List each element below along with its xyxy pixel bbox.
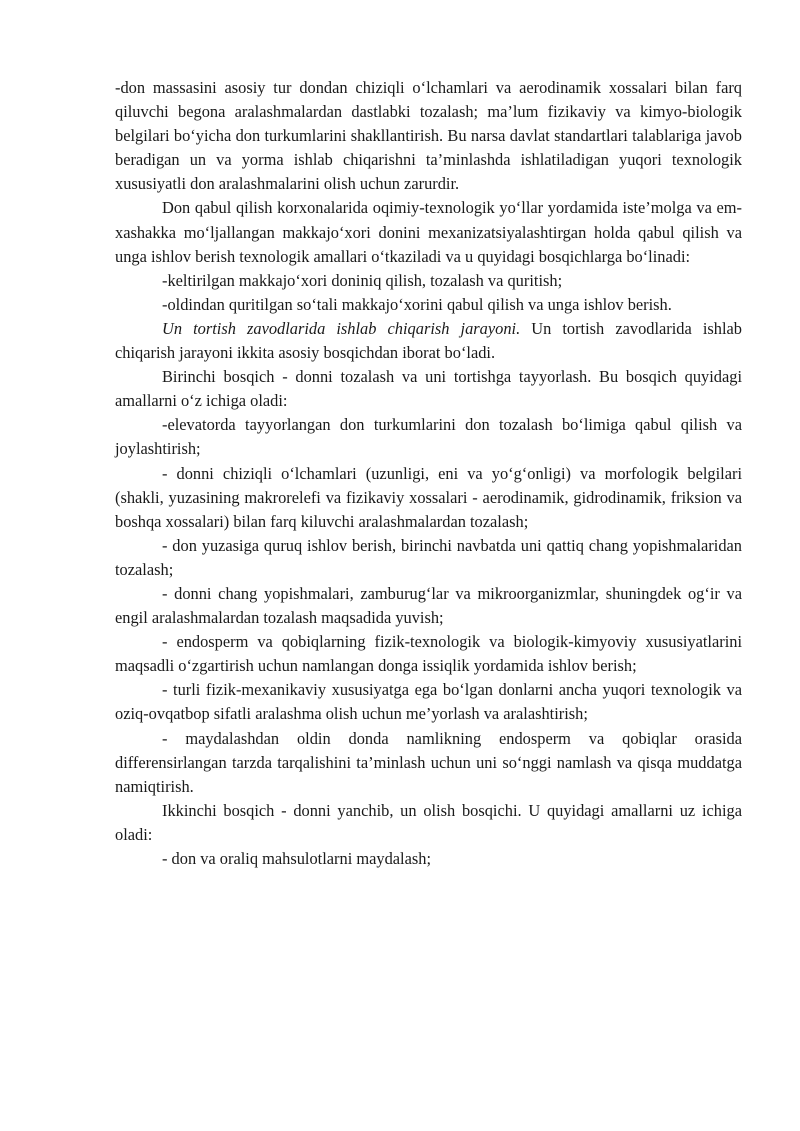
list-item-elevator: -elevatorda tayyorlangan don turkumlarini don tozalash bo‘limiga qabul qilish va joylashtirish; [115, 415, 742, 459]
paragraph-stage-one: Birinchi bosqich - donni tozalash va uni tortishga tayyorlash. Bu bosqich quyidagi amallarni o‘z ichiga oladi: [115, 367, 742, 411]
list-item-dry-processing: - don yuzasiga quruq ishlov berish, birinchi navbatda uni qattiq chang yopishmalaridan tozalash; [115, 535, 742, 579]
list-item-heat-treatment: - endosperm va qobiqlarning fizik-texnologik va biologik-kimyoviy xususiyatlarini maqsadli o‘zgartirish uchun namlangan donga issiqlik yordamida ishlov berish; [115, 632, 742, 676]
list-item-predried-corn: -oldindan quritilgan so‘tali makkajo‘xorini qabul qilish va unga ishlov berish. [162, 294, 672, 314]
paragraph-milling-process [115, 317, 742, 365]
list-item-washing: - donni chang yopishmalari, zamburug‘lar va mikroorganizmlar, shuningdek og‘ir va engil aralashmalardan tozalash maqsadida yuvish; [115, 583, 742, 628]
section-heading-body: Un tortish zavodlarida ishlab chiqarish jarayoni ikkita asosiy bosqichdan iborat bo‘ladi. [115, 318, 742, 363]
list-item-conditioning: - maydalashdan oldin donda namlikning endosperm va qobiqlar orasida differensirlangan tarzda tarqalishini ta’minlash uchun uni so‘nggi namlash va qisqa muddatga namiqtirish. [115, 728, 742, 796]
paragraph-grain-reception: Don qabul qilish korxonalarida oqimiy-texnologik yo‘llar yordamida iste’molga va em-xashakka mo‘ljallangan makkajo‘xori donini mexanizatsiyalashtirgan holda qabul qilish va unga ishlov berish texnologik amallari o‘tkaziladi va u quyidagi bosqichlarga bo‘linadi: [115, 198, 742, 266]
document-page [115, 76, 742, 871]
list-item-grinding: - don va oraliq mahsulotlarni maydalash; [162, 849, 432, 868]
section-heading: Un tortish zavodlarida ishlab chiqarish jarayoni. [162, 318, 521, 338]
paragraph-stage-two: Ikkinchi bosqich - donni yanchib, un olish bosqichi. U quyidagi amallarni uz ichiga oladi: [115, 800, 742, 844]
list-item-blending: - turli fizik-mexanikaviy xususiyatga ega bo‘lgan donlarni ancha yuqori texnologik va oziq-ovqatbop sifatli aralashma olish uchun me’yorlash va aralashtirish; [115, 680, 742, 724]
paragraph-intro-list: -don massasini asosiy tur dondan chiziqli o‘lchamlari va aerodinamik xossalari bilan farq qiluvchi begona aralashmalardan dastlabki tozalash; ma’lum fizikaviy va kimyo-biologik belgilari bo‘yicha don turkumlarini shakllantirish. Bu narsa davlat standartlari talablariga javob beradigan un va yorma ishlab chiqarishni ta’minlashda ishlatiladigan yuqori texnologik xususiyatli don aralashmalarini olish uchun zarurdir. [115, 78, 742, 194]
list-item-linear-dimensions: - donni chiziqli o‘lchamlari (uzunligi, eni va yo‘g‘onligi) va morfologik belgilari (shakli, yuzasining makrorelefi va fizikaviy xossalari - aerodinamik, gidrodinamik, friksion va boshqa xossalari) bilan farq kiluvchi aralashmalardan tozalash; [115, 463, 742, 531]
list-item-dry-clean: -keltirilgan makkajo‘xori doniniq qilish, tozalash va quritish; [162, 270, 563, 290]
